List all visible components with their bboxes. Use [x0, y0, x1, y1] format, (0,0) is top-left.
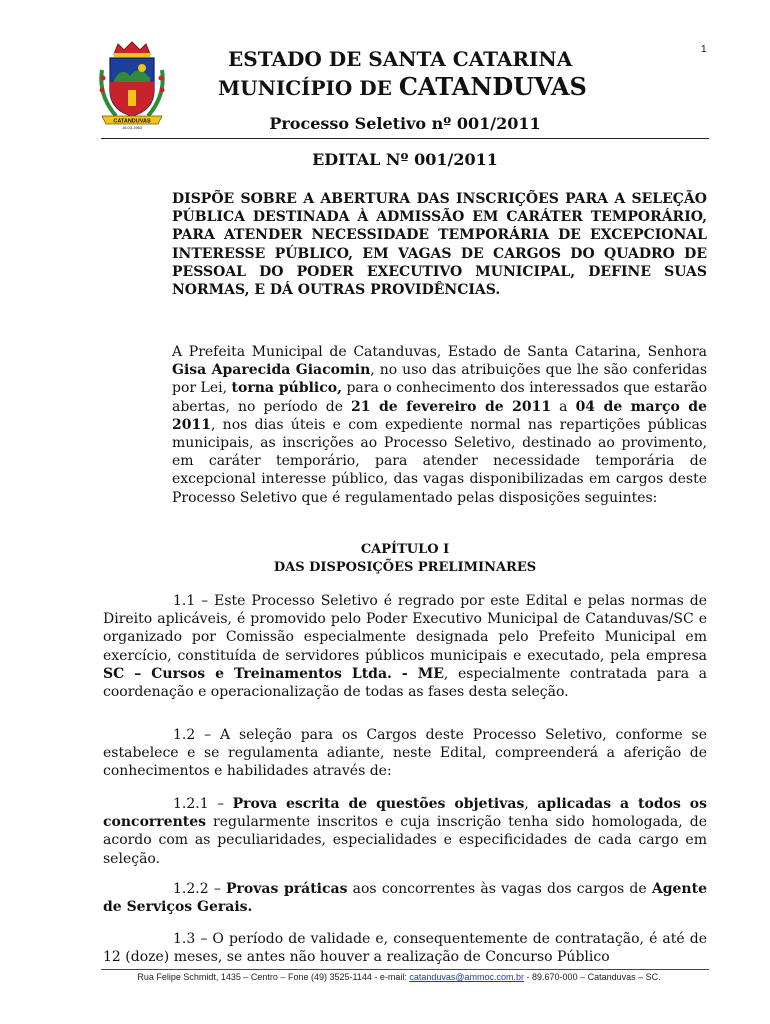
header-state: ESTADO DE SANTA CATARINA [228, 47, 573, 71]
footer-address: Rua Felipe Schmidt, 1435 – Centro – Fone (49) 3525-1144 - e-mail: catanduvas@ammoc.com.br - 89.670-000 – Catanduvas – SC. [137, 972, 661, 982]
paragraph-1-2-1: 1.2.1 – Prova escrita de questões objetivas, aplicadas a todos os concorrentes regularmente inscritos e cuja inscrição tenha sido homologada, de acordo com as peculiaridades, especialidades e especificidades de cada cargo em seleção. [103, 796, 707, 867]
paragraph-1-3: 1.3 – O período de validade e, consequentemente de contratação, é até de 12 (doze) meses, se antes não houver a realização de Concurso Público [103, 931, 707, 966]
paragraph-1-2-2: 1.2.2 – Provas práticas aos concorrentes às vagas dos cargos de Agente de Serviços Gerais. [103, 881, 707, 916]
crest-label: CATANDUVAS [113, 118, 151, 125]
intro-paragraph: A Prefeita Municipal de Catanduvas, Estado de Santa Catarina, Senhora Gisa Aparecida Giacomin, no uso das atribuições que lhe são conferidas por Lei, torna público, para o conhecimento dos interessados que estarão abertas, no período de 21 de fevereiro de 2011 a 04 de março de 2011, nos dias úteis e com expediente normal nas repartições públicas municipais, as inscrições ao Processo Seletivo, destinado ao provimento, em caráter temporário, para atender necessidade temporária de excepcional interesse público, das vagas disponibilizadas em cargos deste Processo Seletivo que é regulamentado pelas disposições seguintes: [172, 344, 708, 506]
header-municipality-prefix: MUNICÍPIO DE [218, 76, 399, 100]
paragraph-1-1: 1.1 – Este Processo Seletivo é regrado por este Edital e pelas normas de Direito aplicáveis, é promovido pelo Poder Executivo Municipal de Catanduvas/SC e organizado por Comissão especialmente designada pelo Prefeito Municipal em exercício, constituída de servidores públicos municipais e executado, pela empresa SC – Cursos e Treinamentos Ltda. - ME, especialmente contratada para a coordenação e operacionalização de todas as fases desta seleção. [103, 593, 708, 701]
footer-divider [101, 969, 709, 970]
footer-email-link[interactable]: catanduvas@ammoc.com.br [409, 972, 525, 982]
chapter-heading [0, 541, 770, 577]
edital-title: EDITAL Nº 001/2011 [312, 150, 498, 169]
paragraph-1-2: 1.2 – A seleção para os Cargos deste Processo Seletivo, conforme se estabelece e se regulamenta adiante, neste Edital, compreenderá a aferição de conhecimentos e habilidades através de: [103, 727, 707, 780]
process-title: Processo Seletivo nº 001/2011 [269, 114, 541, 133]
header-municipality [218, 72, 587, 101]
header-municipality-name: CATANDUVAS [398, 72, 587, 101]
edital-summary: DISPÕE SOBRE A ABERTURA DAS INSCRIÇÕES PARA A SELEÇÃO PÚBLICA DESTINADA À ADMISSÃO EM CARÁTER TEMPORÁRIO, PARA ATENDER NECESSIDADE TEMPORÁRIA DE EXCEPCIONAL INTERESSE PÚBLICO, EM VAGAS DE CARGOS DO QUADRO DE PESSOAL DO PODER EXECUTIVO MUNICIPAL, DEFINE SUAS NORMAS, E DÁ OUTRAS PROVIDÊNCIAS. [172, 191, 707, 299]
chapter-subtitle: DAS DISPOSIÇÕES PRELIMINARES [273, 560, 537, 575]
crest-sublabel: 16.03.1963 [121, 125, 143, 130]
header-divider [101, 138, 709, 139]
page-number: 1 [701, 44, 707, 55]
chapter-title: CAPÍTULO I [360, 542, 450, 557]
